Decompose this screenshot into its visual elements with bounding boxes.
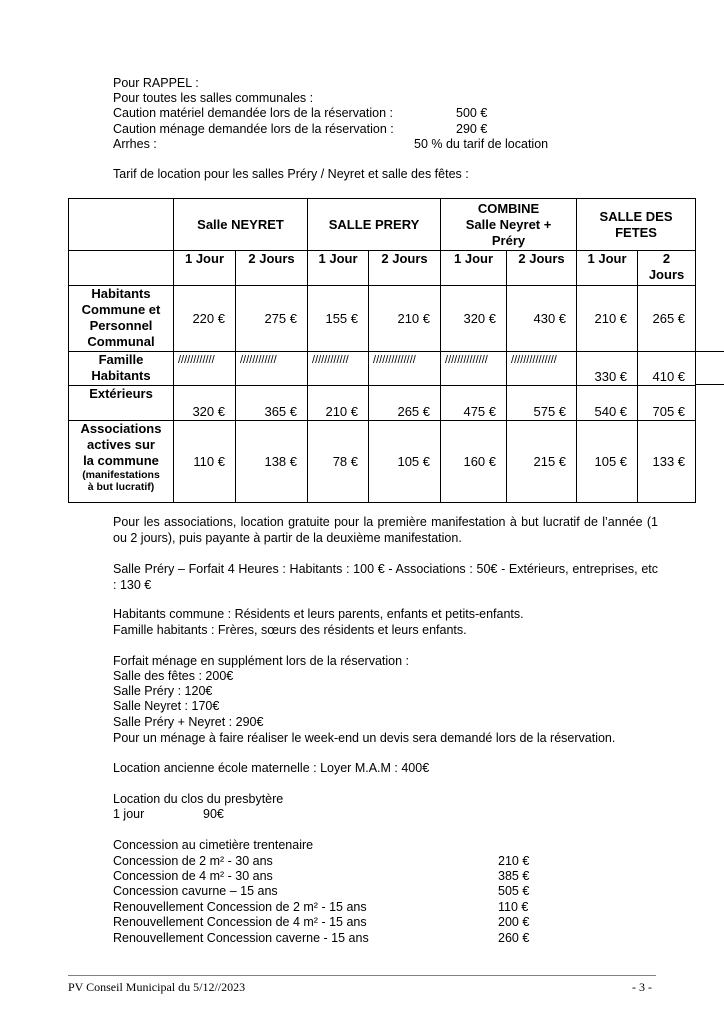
row-label-line: Extérieurs — [89, 386, 153, 401]
rappel-item-label: Arrhes : — [113, 137, 157, 151]
footer-title: PV Conseil Municipal du 5/12//2023 — [68, 980, 246, 994]
rappel-item-value: 50 % du tarif de location — [414, 137, 549, 151]
price-cell: 265 € — [369, 386, 441, 421]
row-label-note: à but lucratif) — [87, 481, 155, 493]
menage-note: Pour un ménage à faire réaliser le week-end un devis sera demandé lors de la réservation. — [113, 731, 616, 745]
price-cell: 133 € — [638, 421, 696, 503]
rappel-item-value: 500 € — [456, 106, 488, 120]
price-cell: 275 € — [236, 286, 308, 352]
duration-cell: 2 Jours — [236, 251, 308, 286]
price-cell: 320 € — [174, 386, 236, 421]
price-cell: 475 € — [441, 386, 507, 421]
row-label — [69, 286, 174, 352]
clos-title: Location du clos du presbytère — [113, 792, 284, 806]
assoc-paragraph: Pour les associations, location gratuite pour la première manifestation à but lucratif de l’année (1 ou 2 jours), puis payante à partir de la deuxième manifestation. — [113, 515, 658, 545]
ecole-line: Location ancienne école maternelle : Loyer M.A.M : 400€ — [113, 761, 430, 775]
concession-label: Renouvellement Concession de 4 m² - 15 ans — [113, 915, 367, 929]
price-cell: 105 € — [369, 421, 441, 503]
price-cell: 110 € — [174, 421, 236, 503]
forfait-prery-paragraph: Salle Préry – Forfait 4 Heures : Habitants : 100 € - Associations : 50€ - Extérieurs, entreprises, etc : 130 € — [113, 562, 658, 592]
clos-value: 90€ — [203, 807, 224, 821]
price-cell: 105 € — [577, 421, 638, 503]
hatched-cell: ////////////// — [441, 352, 507, 386]
menage-item: Salle Préry : 120€ — [113, 684, 213, 698]
price-cell: 430 € — [507, 286, 577, 352]
price-cell: 365 € — [236, 386, 308, 421]
table-corner-cell — [69, 199, 174, 251]
hatched-cell: //////////// — [174, 352, 236, 386]
hatched-cell: //////////// — [308, 352, 369, 386]
concession-value: 210 € — [498, 854, 530, 868]
definition-line: Habitants commune : Résidents et leurs parents, enfants et petits-enfants. — [113, 607, 524, 621]
price-cell: 575 € — [507, 386, 577, 421]
hall-header-line: COMBINE — [477, 200, 540, 216]
cimetiere-title: Concession au cimetière trentenaire — [113, 838, 314, 852]
hall-header-fetes — [577, 199, 696, 251]
footer-divider — [68, 975, 656, 976]
table-row — [69, 421, 696, 503]
price-cell: 705 € — [638, 386, 696, 421]
concession-value: 385 € — [498, 869, 530, 883]
concession-value: 260 € — [498, 931, 530, 945]
concession-label: Renouvellement Concession de 2 m² - 15 ans — [113, 900, 367, 914]
menage-item: Salle Neyret : 170€ — [113, 699, 220, 713]
row-label-line: actives sur — [87, 437, 155, 452]
hall-header-line: Salle Neyret + — [465, 216, 552, 232]
rappel-item-label: Caution matériel demandée lors de la réservation : — [113, 106, 394, 120]
hall-header: Salle NEYRET — [174, 199, 308, 251]
table-row — [69, 352, 696, 386]
price-cell: 160 € — [441, 421, 507, 503]
menage-item: Salle des fêtes : 200€ — [113, 669, 234, 683]
price-cell: 330 € — [577, 352, 638, 386]
price-cell: 265 € — [638, 286, 696, 352]
row-label-line: la commune — [83, 453, 159, 468]
table-intro: Tarif de location pour les salles Préry / Neyret et salle des fêtes : — [113, 167, 469, 181]
duration-cell: 1 Jour — [174, 251, 236, 286]
rappel-item-label: Caution ménage demandée lors de la réservation : — [113, 122, 394, 136]
price-cell: 138 € — [236, 421, 308, 503]
duration-cell: 1 Jour — [577, 251, 638, 286]
hatched-cell: /////////////// — [507, 352, 577, 386]
menage-title: Forfait ménage en supplément lors de la réservation : — [113, 654, 409, 668]
row-label — [69, 421, 174, 503]
duration-cell: 1 Jour — [441, 251, 507, 286]
price-cell: 78 € — [308, 421, 369, 503]
price-cell: 215 € — [507, 421, 577, 503]
row-label-line: Habitants — [91, 368, 151, 383]
row-label-line: Personnel — [89, 318, 153, 333]
rappel-item-value: 290 € — [456, 122, 488, 136]
duration-cell — [638, 251, 696, 286]
definition-line: Famille habitants : Frères, sœurs des résidents et leurs enfants. — [113, 623, 467, 637]
clos-label: 1 jour — [113, 807, 145, 821]
price-cell: 210 € — [369, 286, 441, 352]
price-cell: 210 € — [308, 386, 369, 421]
hall-header: SALLE PRERY — [308, 199, 441, 251]
table-row — [69, 386, 696, 421]
page-number: - 3 - — [632, 980, 652, 994]
concession-label: Concession cavurne – 15 ans — [113, 884, 278, 898]
hall-header-line: Préry — [491, 232, 526, 248]
menage-item: Salle Préry + Neyret : 290€ — [113, 715, 264, 729]
duration-line: 2 — [662, 251, 671, 266]
row-label — [69, 352, 174, 386]
concession-label: Concession de 4 m² - 30 ans — [113, 869, 273, 883]
price-cell: 210 € — [577, 286, 638, 352]
row-label-line: Associations — [80, 421, 162, 436]
table-header-row — [69, 199, 696, 251]
table-rule-stub — [695, 384, 724, 385]
concession-value: 200 € — [498, 915, 530, 929]
row-label-line: Communal — [87, 334, 155, 349]
table-row — [69, 286, 696, 352]
price-cell: 540 € — [577, 386, 638, 421]
duration-cell: 2 Jours — [369, 251, 441, 286]
row-label — [69, 386, 174, 421]
concession-label: Concession de 2 m² - 30 ans — [113, 854, 273, 868]
hall-header-combine — [441, 199, 577, 251]
duration-line: Jours — [648, 267, 685, 282]
duration-cell: 2 Jours — [507, 251, 577, 286]
hatched-cell: //////////// — [236, 352, 308, 386]
concession-value: 110 € — [498, 900, 529, 914]
tarif-table — [68, 198, 696, 503]
duration-cell: 1 Jour — [308, 251, 369, 286]
row-label-line: Commune et — [81, 302, 161, 317]
row-label-line: Habitants — [91, 286, 151, 301]
price-cell: 320 € — [441, 286, 507, 352]
rappel-intro: Pour toutes les salles communales : — [113, 91, 314, 105]
price-cell: 155 € — [308, 286, 369, 352]
rappel-title: Pour RAPPEL : — [113, 76, 199, 90]
duration-row — [69, 251, 696, 286]
row-label-line: Famille — [98, 352, 144, 367]
hatched-cell: ////////////// — [369, 352, 441, 386]
row-label-note: (manifestations — [82, 469, 160, 481]
table-empty-cell — [69, 251, 174, 286]
concession-value: 505 € — [498, 884, 530, 898]
price-cell: 220 € — [174, 286, 236, 352]
price-cell: 410 € — [638, 352, 696, 386]
hall-header-line: FETES — [615, 224, 657, 240]
concession-label: Renouvellement Concession caverne - 15 ans — [113, 931, 369, 945]
hall-header-line: SALLE DES — [599, 208, 673, 224]
table-rule-stub — [695, 351, 724, 352]
